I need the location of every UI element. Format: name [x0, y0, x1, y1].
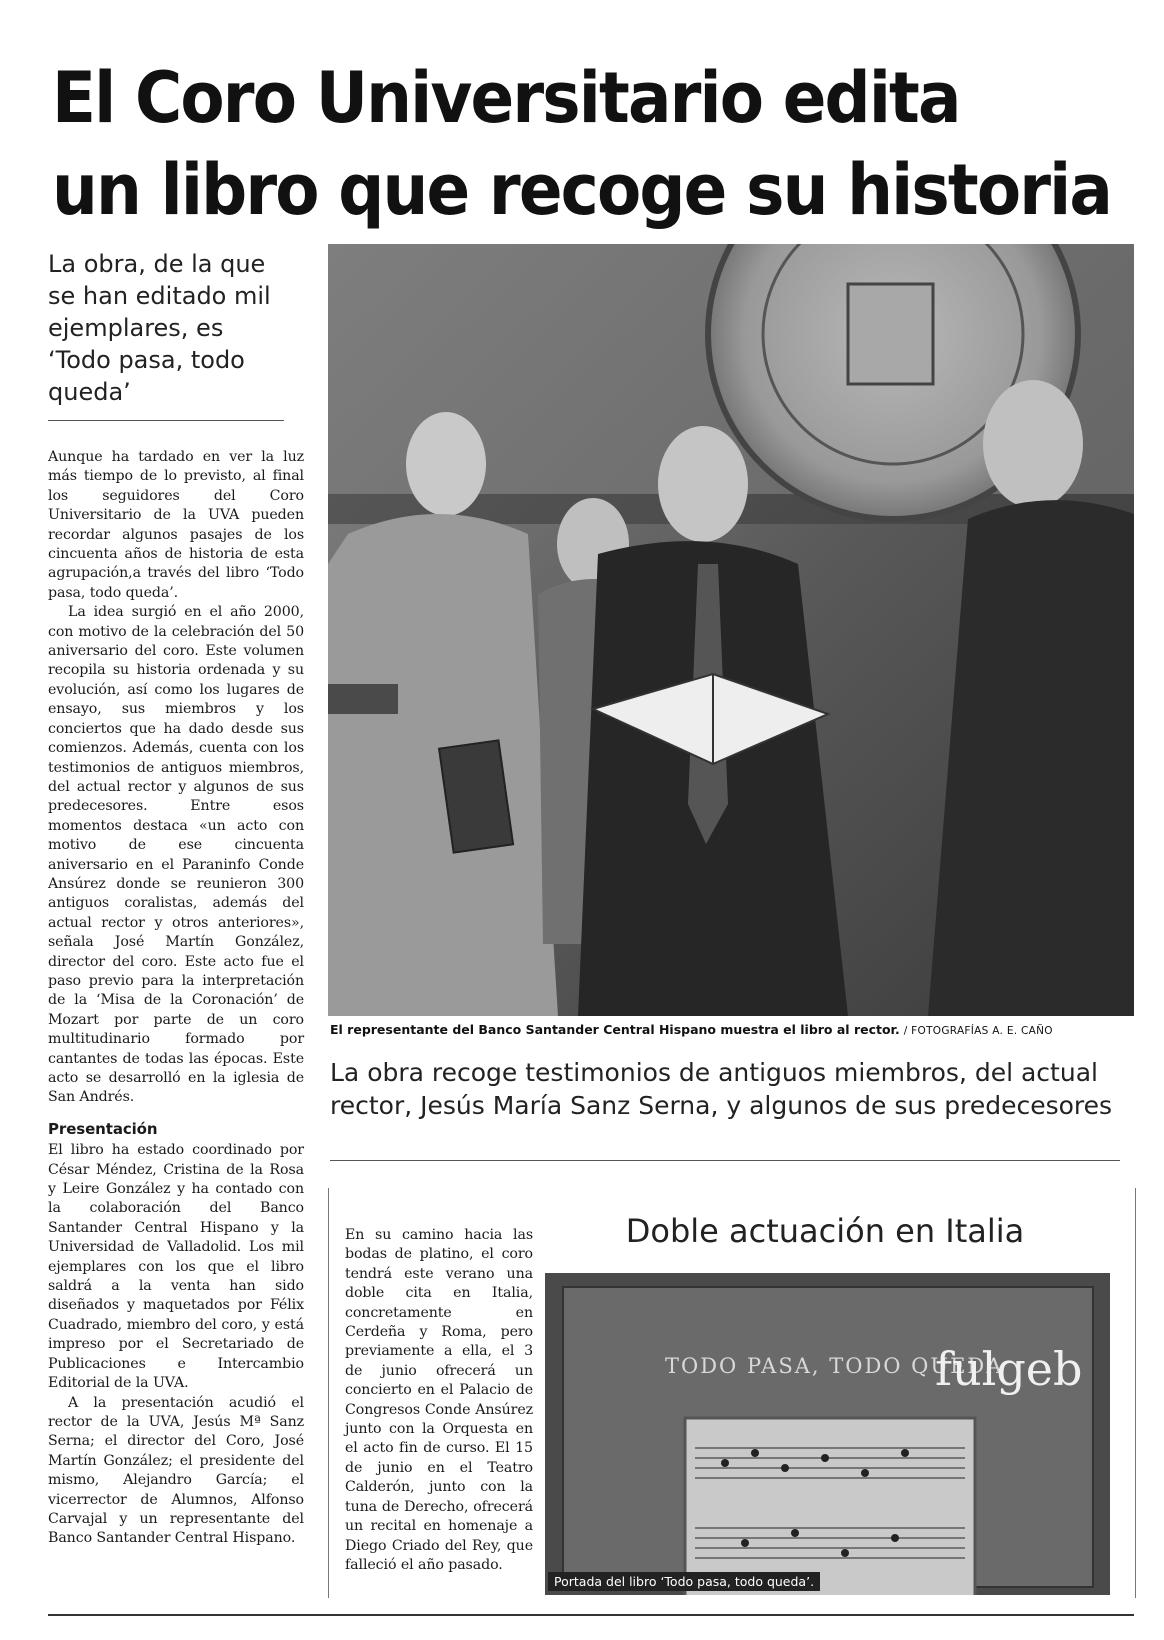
photo-caption-text: El representante del Banco Santander Central Hispano muestra el libro al rector.: [330, 1022, 900, 1037]
book-cover-title: TODO PASA, TODO QUEDA: [665, 1354, 1004, 1378]
body-paragraph: A la presentación acudió el rector de la UVA, Jesús Mª Sanz Serna; el director del Coro, José Martín González; el presidente del mismo, Alejandro García; el vicerrector de Alumnos, Alfonso Carvajal y un representante del Banco Santander Central Hispano.: [48, 1394, 304, 1547]
headline-line-2: un libro que recoge su historia: [52, 149, 1112, 231]
body-paragraph: El libro ha estado coordinado por César Méndez, Cristina de la Rosa y Leire González y ha contado con la colaboración del Banco Santander Central Hispano y la Universidad de Valladolid. Los mil ejemplares con los que el libro saldrá a la venta han sido diseñados y maquetados por Félix Cuadrado, miembro del coro, y está impreso por el Secretariado de Publicaciones e Intercambio Editorial de la UVA.: [48, 1142, 304, 1392]
book-photo-caption: Portada del libro ‘Todo pasa, todo queda’.: [548, 1572, 820, 1591]
book-cover-photo: [545, 1273, 1110, 1595]
sidebar-text: En su camino hacia las bodas de platino, el coro tendrá este verano una doble cita en Italia, concretamente en Cerdeña y Roma, pero previamente a ella, el 3 de junio ofrecerá un concierto en el Palacio de Congresos Conde Ansúrez junto con la Orquesta en el acto fin de curso. El 15 de junio en el Teatro Calderón, junto con la tuna de Derecho, ofrecerá un recital en homenaje a Diego Criado del Rey, que falleció el año pasado.: [345, 1227, 533, 1573]
subhead-divider: [48, 420, 284, 421]
body-paragraph: Aunque ha tardado en ver la luz más tiempo de lo previsto, al final los seguidores del Coro Universitario de la UVA pueden recordar algunos pasajes de los cincuenta años de historia de esta agrupación,a través del libro ‘Todo pasa, todo queda’.: [48, 449, 304, 601]
section-heading: Presentación: [48, 1119, 158, 1138]
subheadline: La obra, de la que se han editado mil ejemplares, es ‘Todo pasa, todo queda’: [48, 250, 271, 406]
book-cover-word: fulgeb: [935, 1342, 1083, 1396]
article-body: [48, 448, 304, 1549]
photo-caption: [330, 1022, 1130, 1037]
body-paragraph: La idea surgió en el año 2000, con motivo de la celebración del 50 aniversario del coro. Este volumen recopila su historia ordenada y su evolución, así como los lugares de ensayo, sus miembros y los conciertos que ha dado desde sus comienzos. Además, cuenta con los testimonios de antiguos miembros, del actual rector y algunos de sus predecesores. Entre esos momentos destaca «un acto con motivo de ese cincuenta aniversario en el Paraninfo Conde Ansúrez donde se reunieron 300 antiguos coralistas, además del actual rector y otros anteriores», señala José Martín González, director del coro. Este acto fue el paso previo para la interpretación de la ‘Misa de la Coronación’ de Mozart por parte de un coro multitudinario formado por cantantes de todas las épocas. Este acto se desarrolló en la iglesia de San Andrés.: [48, 604, 304, 1106]
page-bottom-rule: [48, 1614, 1134, 1616]
music-manuscript: [685, 1418, 975, 1595]
photo-credit: / FOTOGRAFÍAS A. E. CAÑO: [903, 1025, 1053, 1037]
main-photo: [328, 244, 1134, 1016]
headline-line-1: El Coro Universitario edita: [52, 57, 960, 139]
pull-quote-divider: [330, 1160, 1120, 1161]
main-photo-illustration: [328, 244, 1134, 1016]
pull-quote: La obra recoge testimonios de antiguos miembros, del actual rector, Jesús María Sanz Serna, y algunos de sus predecesores: [330, 1058, 1113, 1120]
book-cover-illustration: [545, 1273, 1110, 1595]
sidebar-title: Doble actuación en Italia: [625, 1212, 1025, 1250]
headline: [52, 52, 1112, 236]
